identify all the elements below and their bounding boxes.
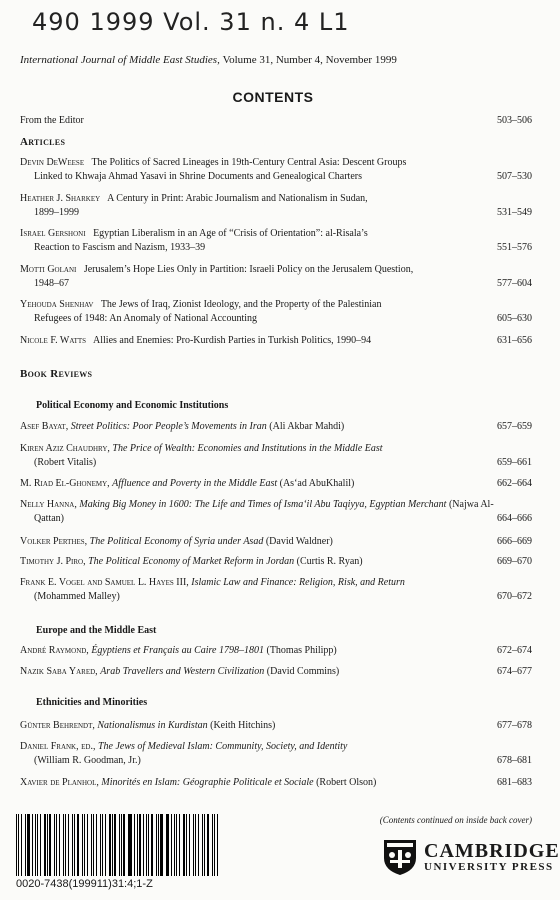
barcode-bar (105, 814, 106, 876)
barcode-bar (160, 814, 162, 876)
barcode-bar (25, 814, 26, 876)
barcode-bar (68, 814, 69, 876)
review-book-title: The Price of Wealth: Economies and Institutions in the Middle East (112, 443, 383, 454)
barcode-bar (56, 814, 57, 876)
barcode-bar (49, 814, 51, 876)
publisher-name: CAMBRIDGE (424, 840, 560, 862)
toc-review[interactable] (20, 555, 532, 569)
review-book-title: Égyptiens et Français au Caire 1798–1801 (91, 645, 264, 656)
review-book-title: The Political Economy of Market Reform in Jordan (88, 556, 295, 567)
toc-review[interactable] (20, 576, 532, 604)
review-pages: 670–672 (497, 591, 532, 602)
barcode-number: 0020-7438(199911)31:4;1-Z (16, 878, 153, 890)
toc-article[interactable] (20, 192, 532, 220)
barcode-bar (121, 814, 122, 876)
barcode-bar (186, 814, 187, 876)
barcode-bar (207, 814, 209, 876)
review-section-heading: Europe and the Middle East (36, 625, 157, 636)
article-pages: 577–604 (497, 278, 532, 289)
article-title-line-2: Reaction to Fascism and Nazism, 1933–39 (34, 242, 206, 253)
page-title: CONTENTS (232, 89, 314, 105)
articles-heading: Articles (20, 136, 66, 148)
article-pages: 631–656 (497, 335, 532, 346)
toc-review[interactable] (20, 740, 532, 768)
barcode-bar (102, 814, 103, 876)
toc-entry-title: From the Editor (20, 115, 84, 126)
barcode-bar (174, 814, 175, 876)
barcode-bar (27, 814, 29, 876)
barcode-bar (87, 814, 88, 876)
review-pages: 674–677 (497, 666, 532, 677)
barcode-bar (63, 814, 64, 876)
review-reviewer: (William R. Goodman, Jr.) (34, 755, 141, 766)
toc-review[interactable] (20, 477, 532, 491)
barcode-bar (212, 814, 213, 876)
review-pages: 657–659 (497, 421, 532, 432)
toc-review[interactable] (20, 644, 532, 658)
review-author: Timothy J. Piro, (20, 556, 86, 567)
article-title-line-1: Egyptian Liberalism in an Age of “Crisis of Orientation”: al-Risala’s (93, 228, 368, 239)
toc-entry-pages: 503–506 (497, 115, 532, 126)
article-title-line-2: 1948–67 (34, 278, 69, 289)
barcode-bar (166, 814, 167, 876)
review-author: Günter Behrendt, (20, 720, 95, 731)
barcode-bar (171, 814, 172, 876)
article-title-line-1: Allies and Enemies: Pro-Kurdish Parties in Turkish Politics, 1990–94 (93, 335, 372, 346)
journal-issue: Volume 31, Number 4, November 1999 (222, 54, 397, 66)
barcode-bar (32, 814, 33, 876)
review-reviewer: (Mohammed Malley) (34, 591, 120, 602)
barcode-bar (109, 814, 111, 876)
barcode-bar (119, 814, 120, 876)
barcode-bar (151, 814, 152, 876)
barcode-bar (195, 814, 196, 876)
barcode-bar (40, 814, 41, 876)
barcode-bar (35, 814, 36, 876)
barcode-bar (189, 814, 190, 876)
toc-review[interactable] (20, 776, 532, 790)
article-title-line-1: The Politics of Sacred Lineages in 19th-Century Central Asia: Descent Groups (91, 157, 407, 168)
review-pages: 669–670 (497, 556, 532, 567)
review-author: M. Riad El-Ghonemy, (20, 478, 110, 489)
review-reviewer: (David Waldner) (265, 536, 333, 547)
review-pages: 677–678 (497, 720, 532, 731)
barcode-bar (91, 814, 92, 876)
review-pages: 659–661 (497, 457, 532, 468)
barcode-bar (59, 814, 60, 876)
review-pages: 664–666 (497, 513, 532, 524)
barcode-bar (18, 814, 19, 876)
barcode-bar (156, 814, 157, 876)
review-book-title: Islamic Law and Finance: Religion, Risk, and Return (191, 577, 405, 588)
article-author: Israel Gershoni (20, 228, 86, 239)
barcode (16, 814, 221, 876)
barcode-bar (143, 814, 144, 876)
barcode-bar (65, 814, 66, 876)
review-author: Volker Perthes, (20, 536, 88, 547)
barcode-bar (123, 814, 124, 876)
book-reviews-heading: Book Reviews (20, 368, 93, 380)
review-reviewer: (Robert Olson) (316, 777, 377, 788)
article-pages: 605–630 (497, 313, 532, 324)
article-pages: 531–549 (497, 207, 532, 218)
barcode-bar (183, 814, 185, 876)
toc-review[interactable] (20, 442, 532, 470)
review-author: Frank E. Vogel and Samuel L. Hayes III, (20, 577, 189, 588)
review-pages: 681–683 (497, 777, 532, 788)
cambridge-crest-icon (382, 838, 418, 876)
review-book-title: Nationalismus in Kurdistan (97, 720, 208, 731)
publisher-sub: UNIVERSITY PRESS (424, 861, 554, 873)
toc-article[interactable] (20, 263, 532, 291)
review-pages: 672–674 (497, 645, 532, 656)
barcode-bar (114, 814, 115, 876)
review-author: André Raymond, (20, 645, 89, 656)
article-title-line-2: Refugees of 1948: An Anomaly of National Accounting (34, 313, 258, 324)
review-author: Nazik Saba Yared, (20, 666, 98, 677)
toc-entry-from-editor[interactable] (20, 114, 532, 128)
barcode-bar (84, 814, 85, 876)
review-book-title: Arab Travellers and Western Civilization (100, 666, 265, 677)
barcode-bar (47, 814, 48, 876)
review-section-heading: Ethnicities and Minorities (36, 697, 148, 708)
review-reviewer: (David Commins) (266, 666, 340, 677)
review-book-title: Minorités en Islam: Géographie Politicale et Sociale (101, 777, 314, 788)
journal-title: International Journal of Middle East Studies, (20, 54, 220, 66)
barcode-bar (217, 814, 218, 876)
review-pages: 666–669 (497, 536, 532, 547)
continued-note: (Contents continued on inside back cover) (379, 815, 532, 825)
article-title-line-1: The Jews of Iraq, Zionist Ideology, and the Property of the Palestinian (100, 299, 382, 310)
article-pages: 507–530 (497, 171, 532, 182)
barcode-bar (146, 814, 147, 876)
barcode-bar (74, 814, 75, 876)
article-author: Nicole F. Watts (20, 335, 87, 346)
toc-review[interactable] (20, 420, 532, 434)
article-title-line-2: 1899–1999 (34, 207, 79, 218)
article-author: Devin DeWeese (20, 157, 85, 168)
toc-article[interactable] (20, 227, 532, 255)
toc-review[interactable] (20, 535, 532, 549)
handwritten-shelf-note: 490 1999 Vol. 31 n. 4 L1 (32, 8, 350, 36)
barcode-bar (139, 814, 140, 876)
barcode-bar (112, 814, 113, 876)
review-reviewer: (Keith Hitchins) (210, 720, 276, 731)
toc-article[interactable] (20, 298, 532, 326)
barcode-bar (129, 814, 131, 876)
barcode-bar (93, 814, 94, 876)
toc-review[interactable] (20, 498, 532, 526)
review-author: Asef Bayat, (20, 421, 69, 432)
review-author: Nelly Hanna, (20, 499, 77, 510)
barcode-bar (137, 814, 138, 876)
review-section-heading: Political Economy and Economic Institutions (36, 400, 229, 411)
review-book-title: Affluence and Poverty in the Middle East (112, 478, 278, 489)
article-title-line-1: A Century in Print: Arabic Journalism and Nationalism in Sudan, (107, 193, 368, 204)
review-pages: 678–681 (497, 755, 532, 766)
barcode-bar (16, 814, 17, 876)
barcode-bar (158, 814, 159, 876)
barcode-bar (167, 814, 168, 876)
barcode-bar (198, 814, 199, 876)
review-author: Xavier de Planhol, (20, 777, 99, 788)
article-author: Heather J. Sharkey (20, 193, 101, 204)
toc-article[interactable] (20, 334, 532, 348)
article-author: Motti Golani (20, 264, 77, 275)
review-reviewer: (Najwa Al-Qattan) (34, 499, 494, 524)
review-book-title: Making Big Money in 1600: The Life and Times of Isma‘il Abu Taqiyya, Egyptian Merchant (79, 499, 447, 510)
barcode-bar (54, 814, 55, 876)
publisher-logo (382, 838, 560, 876)
barcode-bar (128, 814, 129, 876)
review-book-title: The Political Economy of Syria under Asad (89, 536, 264, 547)
article-author: Yehouda Shenhav (20, 299, 94, 310)
barcode-bar (82, 814, 83, 876)
barcode-bar (179, 814, 180, 876)
journal-citation-line (20, 54, 526, 66)
barcode-bar (37, 814, 38, 876)
review-author: Daniel Frank, ed., (20, 741, 96, 752)
barcode-bar (100, 814, 101, 876)
article-title-line-1: Jerusalem’s Hope Lies Only in Partition: Israeli Policy on the Jerusalem Question, (83, 264, 414, 275)
review-reviewer: (Robert Vitalis) (34, 457, 97, 468)
barcode-bar (176, 814, 177, 876)
review-reviewer: (Curtis R. Ryan) (296, 556, 363, 567)
review-reviewer: (Ali Akbar Mahdi) (269, 421, 345, 432)
barcode-bar (148, 814, 149, 876)
barcode-bar (204, 814, 205, 876)
toc-article[interactable] (20, 156, 532, 184)
article-pages: 551–576 (497, 242, 532, 253)
barcode-bar (193, 814, 194, 876)
review-book-title: The Jews of Medieval Islam: Community, Society, and Identity (97, 741, 348, 752)
review-book-title: Street Politics: Poor People’s Movements in Iran (70, 421, 267, 432)
barcode-bar (21, 814, 22, 876)
review-reviewer: (Thomas Philipp) (266, 645, 337, 656)
barcode-bar (77, 814, 79, 876)
review-pages: 662–664 (497, 478, 532, 489)
barcode-bar (134, 814, 135, 876)
toc-review[interactable] (20, 665, 532, 679)
toc-review[interactable] (20, 719, 532, 733)
barcode-bar (96, 814, 97, 876)
barcode-bar (44, 814, 45, 876)
barcode-bar (72, 814, 73, 876)
article-title-line-2: Linked to Khwaja Ahmad Yasavi in Shrine Documents and Genealogical Charters (34, 171, 362, 182)
barcode-bar (202, 814, 203, 876)
review-author: Kiren Aziz Chaudhry, (20, 443, 110, 454)
barcode-bar (214, 814, 215, 876)
review-reviewer: (As‘ad AbuKhalil) (279, 478, 355, 489)
